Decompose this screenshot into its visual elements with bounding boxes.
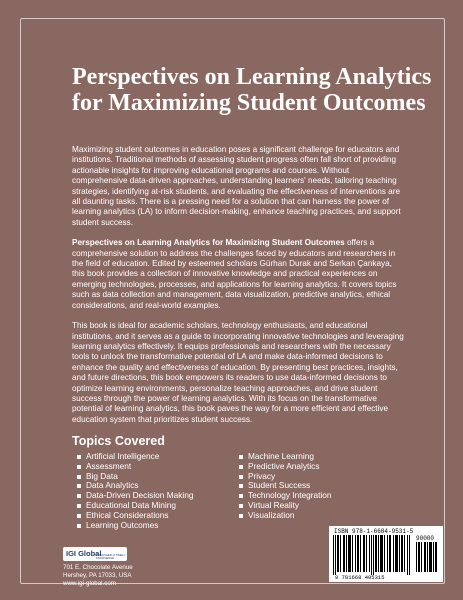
description bbox=[72, 145, 404, 435]
barcode-icon bbox=[333, 535, 413, 575]
description-paragraph-2-text: offers a comprehensive solution to address the challenges faced by educators and researchers in the field of education. Edited by esteemed scholars Gürhan Durak and Serkan Çankaya, this book provides a collection of innovative knowledge and practical experiences on emerging technologies, processes, and applications for learning analytics. It covers topics such as data collection and management, data visualization, predictive analytics, ethical considerations, and real-world examples. bbox=[72, 238, 397, 310]
topic-item: Data Analytics bbox=[76, 481, 193, 491]
publisher-address bbox=[63, 564, 133, 588]
topic-item: Predictive Analytics bbox=[238, 462, 332, 472]
publisher-logo-subtext: PUBLISHER of TIMELY KNOWLEDGE bbox=[96, 553, 126, 560]
topic-item: Big Data bbox=[76, 472, 193, 482]
price-code: 90000 bbox=[416, 535, 435, 542]
barcode-panel bbox=[329, 526, 443, 582]
topic-item: Virtual Reality bbox=[238, 501, 332, 511]
publisher-logo-text: IGI Global bbox=[66, 549, 102, 558]
topic-item: Privacy bbox=[238, 472, 332, 482]
topic-item: Ethical Considerations bbox=[76, 511, 193, 521]
publisher-logo bbox=[63, 547, 127, 561]
topics-list-right bbox=[238, 452, 332, 521]
topics-list-left bbox=[76, 452, 193, 530]
description-paragraph-3: This book is ideal for academic scholars, technology enthusiasts, and educational institutions, and it serves as a guide to incorporating innovative technologies and leveraging learning analytics effectively. It equips professionals and researchers with the necessary tools to unlock the transformative potential of LA and make data-informed decisions to enhance the quality and effectiveness of education. By presenting best practices, insights, and future directions, this book empowers its readers to use data-informed decisions to optimize learning environments, personalize teaching approaches, and drive student success through the power of learning analytics. With its focus on the transformative potential of learning analytics, this book paves the way for a more efficient and effective education system that prioritizes student success. bbox=[72, 321, 404, 424]
description-paragraph-1: Maximizing student outcomes in education poses a significant challenge for educators and institutions. Traditional methods of assessing student progress often fall short of providing actionable insights for improving educational programs and courses. Without comprehensive data-driven approaches, understanding learners' needs, tailoring teaching strategies, identifying at-risk students, and evaluating the effectiveness of interventions are all daunting tasks. There is a pressing need for a solution that can harness the power of learning analytics (LA) to inform decision-making, enhance teaching practices, and support student success. bbox=[72, 145, 401, 227]
barcode-digits: 9 781668 495315 bbox=[335, 574, 385, 581]
isbn-text: ISBN 978-1-6684-9531-5 bbox=[334, 528, 414, 535]
topic-item: Educational Data Mining bbox=[76, 501, 193, 511]
topic-item: Artificial Intelligence bbox=[76, 452, 193, 462]
publisher-website: www.igi-global.com bbox=[63, 580, 116, 587]
topic-item: Machine Learning bbox=[238, 452, 332, 462]
book-title-inline: Perspectives on Learning Analytics for Maximizing Student Outcomes bbox=[72, 238, 345, 248]
topic-item: Learning Outcomes bbox=[76, 521, 193, 531]
topic-item: Data-Driven Decision Making bbox=[76, 491, 193, 501]
topics-heading: Topics Covered bbox=[72, 434, 165, 448]
book-title: Perspectives on Learning Analytics for Maximizing Student Outcomes bbox=[72, 64, 432, 116]
topic-item: Student Success bbox=[238, 481, 332, 491]
topic-item: Assessment bbox=[76, 462, 193, 472]
description-paragraph-2 bbox=[72, 238, 404, 311]
topic-item: Visualization bbox=[238, 511, 332, 521]
address-line-1: 701 E. Chocolate Avenue bbox=[63, 564, 133, 571]
address-line-2: Hershey, PA 17033, USA bbox=[63, 572, 132, 579]
topic-item: Technology Integration bbox=[238, 491, 332, 501]
price-barcode-icon bbox=[416, 542, 438, 572]
